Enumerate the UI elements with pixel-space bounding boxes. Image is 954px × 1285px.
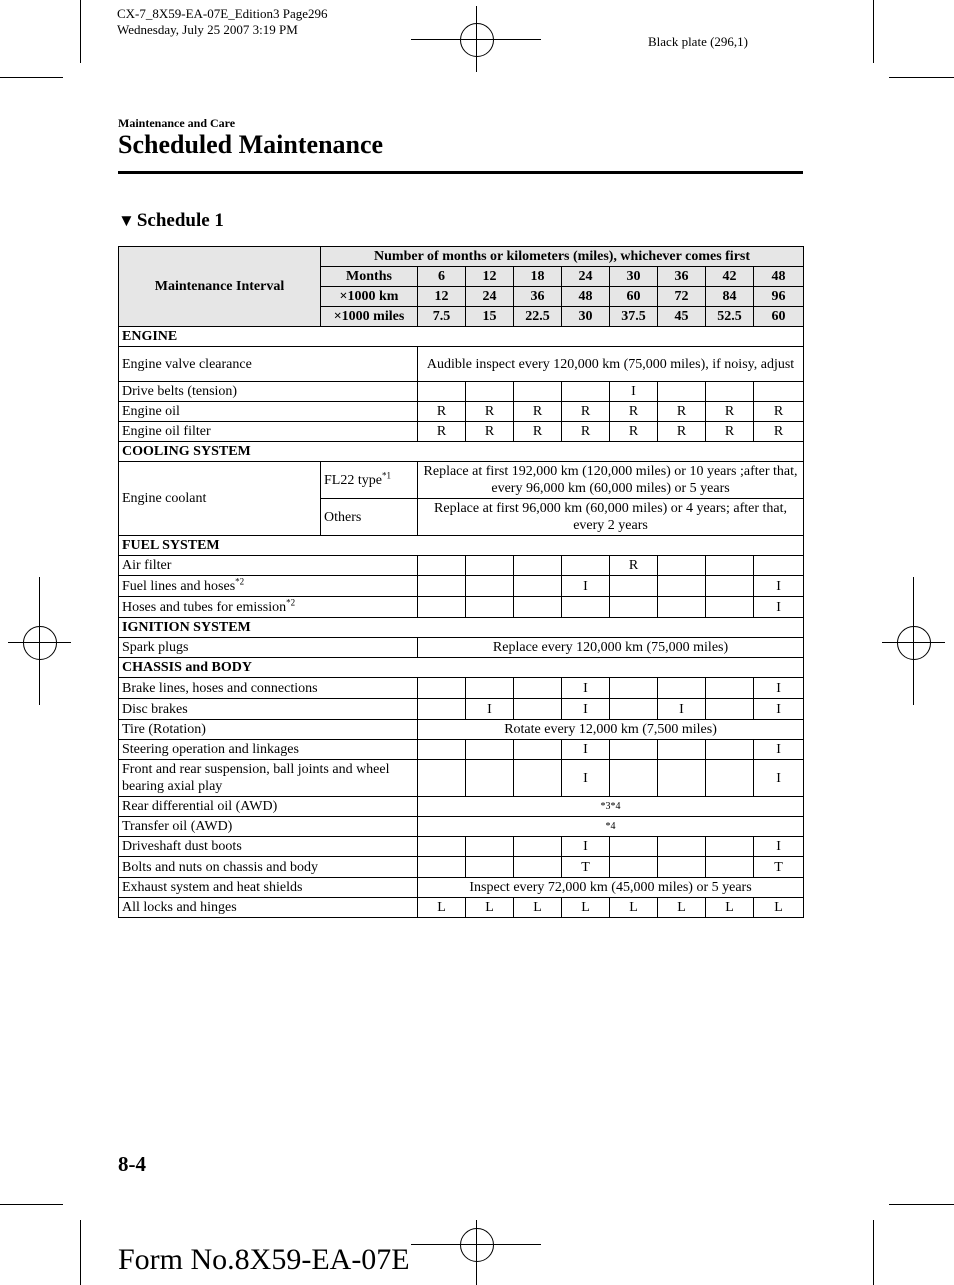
- section-cooling: COOLING SYSTEM: [119, 442, 804, 462]
- row-label: Transfer oil (AWD): [119, 817, 418, 837]
- triangle-down-icon: ▼: [118, 211, 135, 230]
- schedule-cell: [514, 678, 562, 699]
- schedule-cell: [706, 576, 754, 597]
- schedule-cell: [418, 597, 466, 618]
- plate-label: Black plate (296,1): [648, 34, 748, 49]
- schedule-cell: I: [562, 837, 610, 857]
- schedule-cell: R: [514, 402, 562, 422]
- schedule-cell: I: [754, 740, 804, 760]
- schedule-cell: [418, 678, 466, 699]
- schedule-cell: [418, 740, 466, 760]
- miles-cell: 52.5: [706, 307, 754, 327]
- schedule-cell: [706, 740, 754, 760]
- footnote-mark: *3*4: [418, 797, 804, 817]
- schedule-cell: [514, 760, 562, 797]
- title-rule: [118, 171, 803, 174]
- months-cell: 48: [754, 267, 804, 287]
- schedule-cell: [418, 699, 466, 720]
- sub-label: [321, 462, 418, 499]
- schedule-cell: R: [562, 402, 610, 422]
- schedule-cell: R: [418, 402, 466, 422]
- schedule-cell: [466, 576, 514, 597]
- schedule-cell: [610, 597, 658, 618]
- schedule-cell: [466, 760, 514, 797]
- schedule-cell: [418, 382, 466, 402]
- page-title: Scheduled Maintenance: [118, 130, 384, 159]
- section-label: Maintenance and Care: [118, 116, 236, 130]
- schedule-cell: [514, 597, 562, 618]
- schedule-cell: [754, 382, 804, 402]
- schedule-cell: [658, 837, 706, 857]
- schedule-cell: L: [418, 898, 466, 918]
- schedule-cell: I: [562, 740, 610, 760]
- km-cell: 36: [514, 287, 562, 307]
- km-label: ×1000 km: [321, 287, 418, 307]
- schedule-cell: [514, 857, 562, 878]
- km-cell: 96: [754, 287, 804, 307]
- schedule-cell: [514, 382, 562, 402]
- schedule-cell: R: [754, 422, 804, 442]
- row-label: Engine coolant: [119, 462, 321, 536]
- schedule-cell: [706, 699, 754, 720]
- km-cell: 72: [658, 287, 706, 307]
- footnote-mark: *4: [418, 817, 804, 837]
- row-label: Front and rear suspension, ball joints and wheel bearing axial play: [119, 760, 418, 797]
- months-cell: 42: [706, 267, 754, 287]
- schedule-cell: I: [562, 699, 610, 720]
- schedule-cell: R: [706, 402, 754, 422]
- schedule-cell: I: [610, 382, 658, 402]
- schedule-cell: [562, 382, 610, 402]
- schedule-cell: [706, 382, 754, 402]
- schedule-cell: R: [658, 422, 706, 442]
- schedule-cell: [658, 678, 706, 699]
- schedule-cell: L: [658, 898, 706, 918]
- miles-cell: 45: [658, 307, 706, 327]
- schedule-cell: I: [754, 837, 804, 857]
- schedule-cell: [514, 837, 562, 857]
- schedule-cell: L: [514, 898, 562, 918]
- schedule-cell: [466, 857, 514, 878]
- miles-label: ×1000 miles: [321, 307, 418, 327]
- schedule-cell: [418, 576, 466, 597]
- row-label: Air filter: [119, 556, 418, 576]
- row-label-text: Fuel lines and hoses: [122, 578, 236, 594]
- schedule-cell: I: [466, 699, 514, 720]
- sub-label: Others: [321, 499, 418, 536]
- schedule-cell: [706, 857, 754, 878]
- row-label: Brake lines, hoses and connections: [119, 678, 418, 699]
- miles-cell: 15: [466, 307, 514, 327]
- km-cell: 12: [418, 287, 466, 307]
- schedule-cell: [658, 597, 706, 618]
- schedule-cell: R: [610, 422, 658, 442]
- months-cell: 18: [514, 267, 562, 287]
- schedule-cell: [610, 740, 658, 760]
- months-cell: 36: [658, 267, 706, 287]
- schedule-cell: [466, 837, 514, 857]
- km-cell: 48: [562, 287, 610, 307]
- schedule-cell: [466, 678, 514, 699]
- schedule-cell: T: [754, 857, 804, 878]
- schedule-cell: [562, 556, 610, 576]
- schedule-cell: [418, 556, 466, 576]
- schedule-cell: [754, 556, 804, 576]
- row-label: Bolts and nuts on chassis and body: [119, 857, 418, 878]
- print-info-line1: CX-7_8X59-EA-07E_Edition3 Page296: [117, 6, 328, 21]
- schedule-cell: R: [418, 422, 466, 442]
- section-ignition: IGNITION SYSTEM: [119, 618, 804, 638]
- schedule-cell: [658, 556, 706, 576]
- schedule-cell: [706, 760, 754, 797]
- page-number: 8-4: [118, 1152, 146, 1176]
- schedule-cell: R: [610, 556, 658, 576]
- schedule-cell: L: [466, 898, 514, 918]
- km-cell: 84: [706, 287, 754, 307]
- footnote-mark: *2: [286, 596, 296, 607]
- row-label: All locks and hinges: [119, 898, 418, 918]
- miles-cell: 7.5: [418, 307, 466, 327]
- row-label: Steering operation and linkages: [119, 740, 418, 760]
- row-label-text: Hoses and tubes for emission: [122, 599, 287, 615]
- schedule-cell: I: [754, 699, 804, 720]
- schedule-heading: [118, 210, 224, 232]
- row-note: Inspect every 72,000 km (45,000 miles) or 5 years: [418, 878, 804, 898]
- schedule-cell: [658, 740, 706, 760]
- row-label: Rear differential oil (AWD): [119, 797, 418, 817]
- months-cell: 24: [562, 267, 610, 287]
- row-note: Replace every 120,000 km (75,000 miles): [418, 638, 804, 658]
- schedule-cell: I: [658, 699, 706, 720]
- schedule-cell: [706, 678, 754, 699]
- schedule-cell: I: [562, 678, 610, 699]
- schedule-cell: I: [754, 760, 804, 797]
- schedule-cell: [466, 556, 514, 576]
- miles-cell: 60: [754, 307, 804, 327]
- months-cell: 6: [418, 267, 466, 287]
- row-label: Engine oil: [119, 402, 418, 422]
- schedule-cell: [610, 760, 658, 797]
- miles-cell: 22.5: [514, 307, 562, 327]
- schedule-cell: T: [562, 857, 610, 878]
- schedule-cell: L: [610, 898, 658, 918]
- schedule-cell: [610, 678, 658, 699]
- row-note: Replace at first 192,000 km (120,000 miles) or 10 years ;after that, every 96,000 km (60,000 miles) or 5 years: [418, 462, 804, 499]
- schedule-cell: I: [754, 597, 804, 618]
- schedule-cell: I: [562, 576, 610, 597]
- row-note: Rotate every 12,000 km (7,500 miles): [418, 720, 804, 740]
- schedule-cell: L: [706, 898, 754, 918]
- row-label: Spark plugs: [119, 638, 418, 658]
- schedule-cell: [610, 837, 658, 857]
- print-info-line2: Wednesday, July 25 2007 3:19 PM: [117, 22, 298, 37]
- schedule-cell: L: [754, 898, 804, 918]
- schedule-cell: [658, 760, 706, 797]
- interval-header: Maintenance Interval: [119, 247, 321, 327]
- row-note: Replace at first 96,000 km (60,000 miles) or 4 years; after that, every 2 years: [418, 499, 804, 536]
- schedule-cell: [418, 837, 466, 857]
- form-number: Form No.8X59-EA-07E: [118, 1243, 410, 1276]
- footnote-mark: *1: [381, 469, 391, 480]
- schedule-cell: R: [514, 422, 562, 442]
- schedule-cell: I: [754, 576, 804, 597]
- schedule-cell: I: [562, 760, 610, 797]
- row-label: Tire (Rotation): [119, 720, 418, 740]
- row-label: Engine valve clearance: [119, 347, 418, 382]
- row-note: Audible inspect every 120,000 km (75,000 miles), if noisy, adjust: [418, 347, 804, 382]
- km-cell: 60: [610, 287, 658, 307]
- row-label: [119, 597, 418, 618]
- row-label: Exhaust system and heat shields: [119, 878, 418, 898]
- schedule-cell: [514, 556, 562, 576]
- maintenance-schedule-table: [118, 246, 804, 918]
- schedule-cell: [466, 740, 514, 760]
- schedule-cell: [418, 857, 466, 878]
- schedule-cell: [658, 857, 706, 878]
- schedule-cell: R: [562, 422, 610, 442]
- row-label: Driveshaft dust boots: [119, 837, 418, 857]
- schedule-cell: R: [466, 402, 514, 422]
- section-fuel: FUEL SYSTEM: [119, 536, 804, 556]
- row-label: [119, 576, 418, 597]
- schedule-cell: R: [658, 402, 706, 422]
- schedule-cell: [466, 597, 514, 618]
- span-header: Number of months or kilometers (miles), whichever comes first: [321, 247, 804, 267]
- footnote-mark: *2: [235, 575, 245, 586]
- row-label: Disc brakes: [119, 699, 418, 720]
- miles-cell: 37.5: [610, 307, 658, 327]
- schedule-cell: [418, 760, 466, 797]
- months-cell: 12: [466, 267, 514, 287]
- schedule-cell: [562, 597, 610, 618]
- schedule-cell: R: [610, 402, 658, 422]
- schedule-cell: [514, 740, 562, 760]
- miles-cell: 30: [562, 307, 610, 327]
- months-label: Months: [321, 267, 418, 287]
- schedule-cell: [706, 556, 754, 576]
- schedule-cell: [610, 857, 658, 878]
- print-info: [117, 6, 328, 38]
- schedule-cell: [610, 576, 658, 597]
- schedule-cell: [658, 576, 706, 597]
- schedule-cell: [706, 837, 754, 857]
- schedule-cell: R: [466, 422, 514, 442]
- schedule-cell: [610, 699, 658, 720]
- section-chassis: CHASSIS and BODY: [119, 658, 804, 678]
- schedule-cell: L: [562, 898, 610, 918]
- schedule-cell: R: [754, 402, 804, 422]
- schedule-cell: [466, 382, 514, 402]
- schedule-cell: [658, 382, 706, 402]
- schedule-cell: R: [706, 422, 754, 442]
- schedule-cell: I: [754, 678, 804, 699]
- schedule-cell: [514, 699, 562, 720]
- schedule-cell: [514, 576, 562, 597]
- row-label: Drive belts (tension): [119, 382, 418, 402]
- schedule-heading-text: Schedule 1: [136, 210, 224, 231]
- section-engine: ENGINE: [119, 327, 804, 347]
- schedule-cell: [706, 597, 754, 618]
- km-cell: 24: [466, 287, 514, 307]
- row-label: Engine oil filter: [119, 422, 418, 442]
- months-cell: 30: [610, 267, 658, 287]
- fl22-label: FL22 type: [324, 472, 382, 488]
